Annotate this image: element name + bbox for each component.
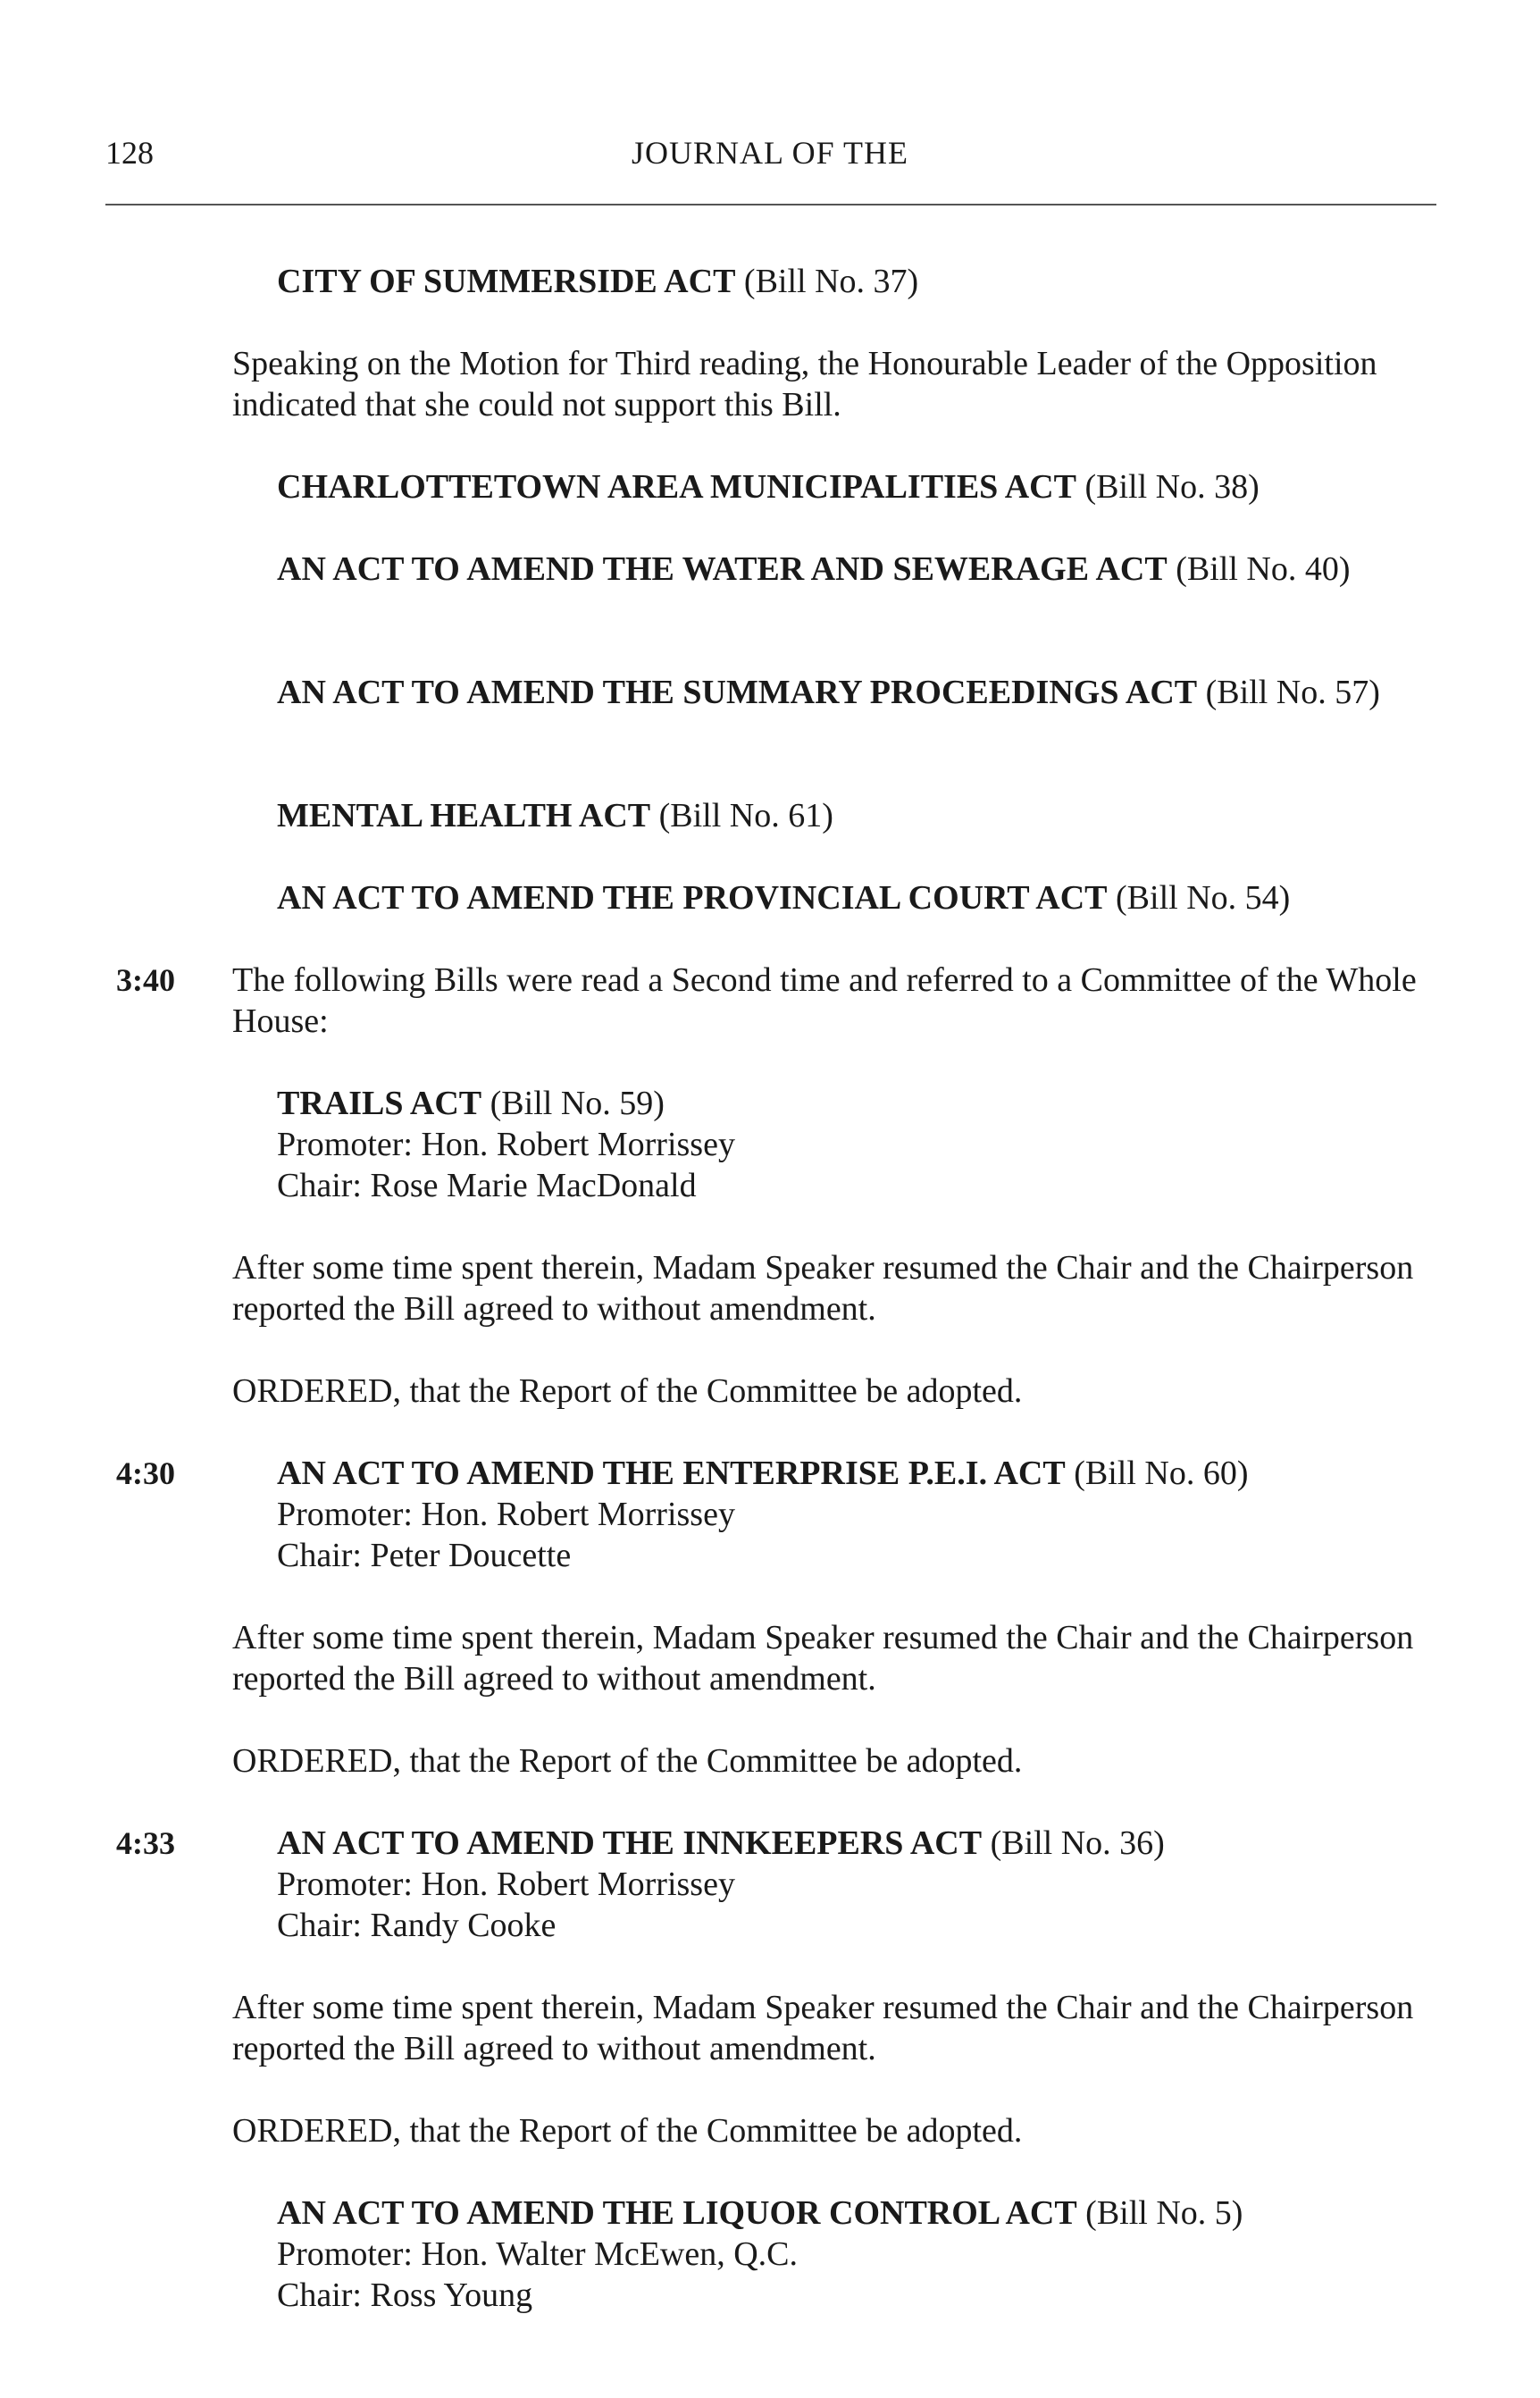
bill-61-entry [277, 795, 1438, 836]
promoter-line: Promoter: Hon. Robert Morrissey [277, 1496, 735, 1533]
ordered-paragraph: ORDERED, that the Report of the Committee be adopted. [232, 2112, 1023, 2150]
bill-ref: (Bill No. 57) [1197, 674, 1380, 711]
time-stamp: 4:30 [116, 1455, 175, 1491]
committee-report-paragraph: After some time spent therein, Madam Speaker resumed the Chair and the Chairperson reported the Bill agreed to without amendment. [232, 1249, 1414, 1328]
bill-title: AN ACT TO AMEND THE LIQUOR CONTROL ACT [277, 2194, 1077, 2232]
bill-title: MENTAL HEALTH ACT [277, 797, 651, 834]
chair-line: Chair: Randy Cooke [277, 1907, 557, 1944]
bill-title: AN ACT TO AMEND THE ENTERPRISE P.E.I. ACT [277, 1455, 1066, 1492]
bill-ref: (Bill No. 54) [1107, 879, 1291, 917]
time-stamp: 3:40 [116, 962, 175, 998]
second-reading-paragraph: The following Bills were read a Second time and referred to a Committee of the Whole House: [232, 961, 1417, 1040]
bill-ref: (Bill No. 61) [650, 797, 833, 834]
bill-38-entry [277, 466, 1438, 507]
ordered-paragraph: ORDERED, that the Report of the Committee be adopted. [232, 1372, 1023, 1410]
bill-ref: (Bill No. 40) [1167, 550, 1351, 588]
bill-title: AN ACT TO AMEND THE PROVINCIAL COURT ACT [277, 879, 1108, 917]
speech-paragraph: Speaking on the Motion for Third reading, the Honourable Leader of the Opposition indicated that she could not support this Bill. [232, 345, 1377, 423]
ordered-paragraph: ORDERED, that the Report of the Committee be adopted. [232, 1742, 1023, 1780]
bill-54-entry [277, 877, 1438, 918]
bill-59-entry [277, 1083, 1438, 1206]
bill-title: CITY OF SUMMERSIDE ACT [277, 263, 736, 300]
page-number: 128 [105, 135, 154, 171]
bill-title: TRAILS ACT [277, 1085, 482, 1122]
running-head: JOURNAL OF THE [631, 135, 908, 171]
bill-title: AN ACT TO AMEND THE INNKEEPERS ACT [277, 1824, 983, 1862]
bill-ref: (Bill No. 60) [1065, 1455, 1249, 1492]
bill-ref: (Bill No. 37) [735, 263, 919, 300]
bill-60-entry [277, 1453, 1438, 1576]
header-rule [105, 204, 1436, 205]
bill-ref: (Bill No. 36) [982, 1824, 1165, 1862]
bill-40-entry [277, 549, 1438, 590]
chair-line: Chair: Peter Doucette [277, 1537, 572, 1574]
time-stamp: 4:33 [116, 1825, 175, 1861]
promoter-line: Promoter: Hon. Robert Morrissey [277, 1866, 735, 1903]
chair-line: Chair: Rose Marie MacDonald [277, 1167, 697, 1204]
promoter-line: Promoter: Hon. Walter McEwen, Q.C. [277, 2235, 799, 2273]
promoter-line: Promoter: Hon. Robert Morrissey [277, 1126, 735, 1163]
bill-37-entry [277, 261, 1438, 302]
committee-report-paragraph: After some time spent therein, Madam Speaker resumed the Chair and the Chairperson reported the Bill agreed to without amendment. [232, 1619, 1414, 1698]
bill-57-entry [277, 672, 1438, 713]
bill-title: CHARLOTTETOWN AREA MUNICIPALITIES ACT [277, 468, 1076, 506]
bill-ref: (Bill No. 38) [1075, 468, 1260, 506]
bill-5-entry [277, 2193, 1438, 2316]
bill-title: AN ACT TO AMEND THE WATER AND SEWERAGE ACT [277, 550, 1168, 588]
bill-36-entry [277, 1823, 1438, 1946]
bill-ref: (Bill No. 5) [1076, 2194, 1243, 2232]
bill-title: AN ACT TO AMEND THE SUMMARY PROCEEDINGS ACT [277, 674, 1198, 711]
bill-ref: (Bill No. 59) [481, 1085, 665, 1122]
chair-line: Chair: Ross Young [277, 2276, 533, 2314]
committee-report-paragraph: After some time spent therein, Madam Speaker resumed the Chair and the Chairperson reported the Bill agreed to without amendment. [232, 1989, 1414, 2067]
